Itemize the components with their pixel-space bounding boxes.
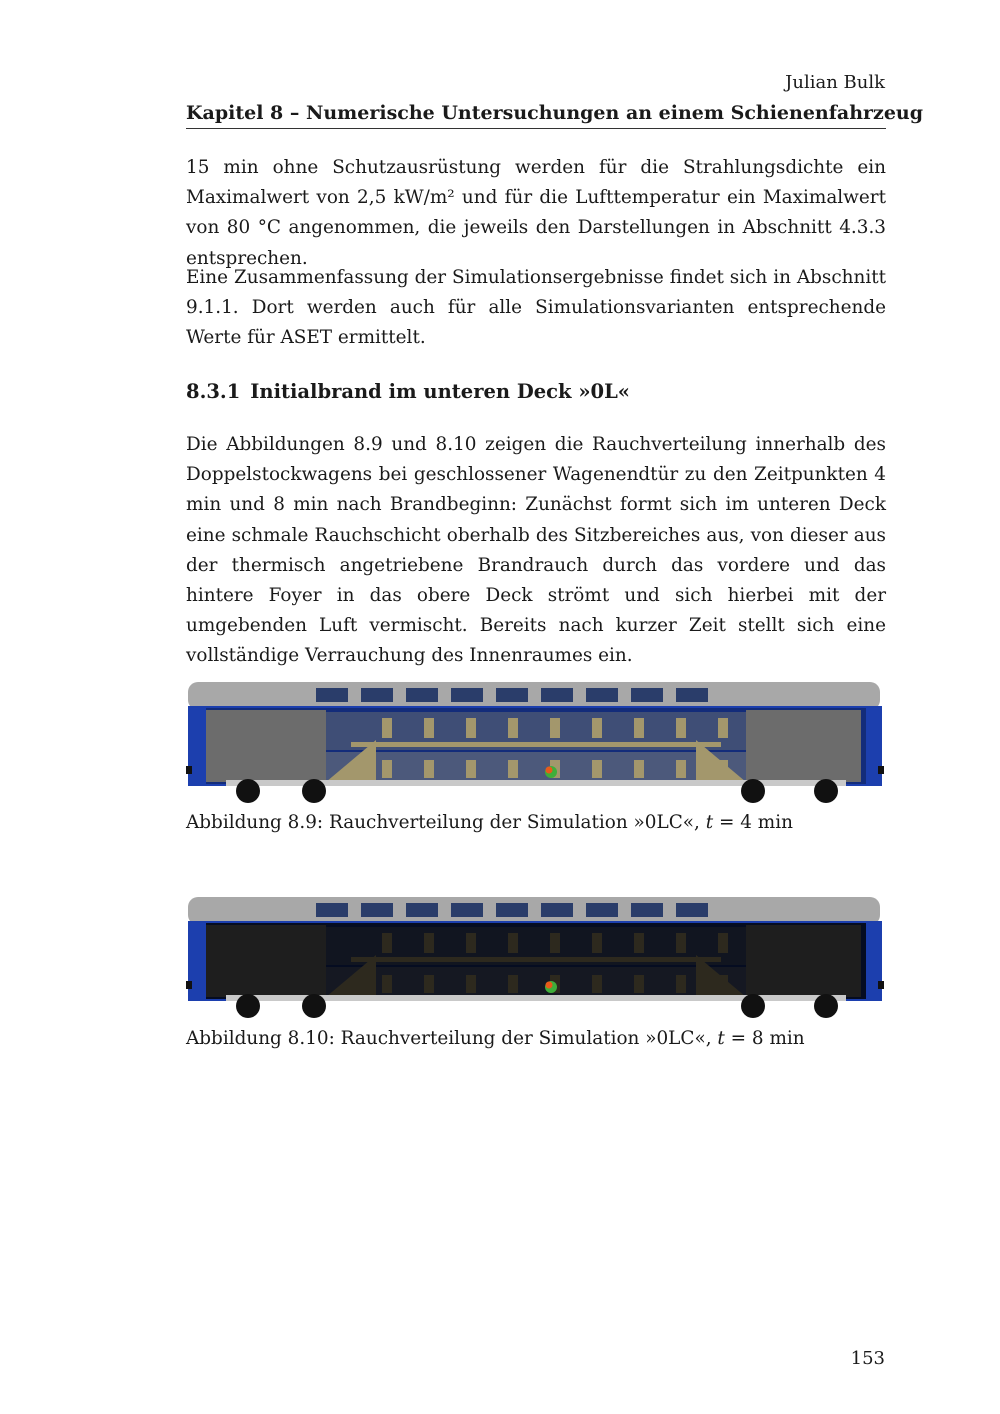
window xyxy=(451,903,483,917)
paragraph-2: Eine Zusammenfassung der Simulationsergebnisse findet sich in Abschnitt 9.1.1. Dort werden auch für alle Simulationsvarianten entsprechende Werte für ASET ermittelt. xyxy=(186,267,886,349)
running-header-author: Julian Bulk xyxy=(785,72,885,93)
window xyxy=(361,688,393,702)
roof xyxy=(188,682,880,710)
wheel xyxy=(236,994,260,1018)
window xyxy=(676,688,708,702)
section-heading xyxy=(186,380,630,403)
figure-8-10 xyxy=(186,895,886,1020)
wheel xyxy=(814,779,838,803)
train-section-image xyxy=(186,680,886,805)
figure-8-9 xyxy=(186,680,886,805)
window xyxy=(631,903,663,917)
wheel xyxy=(302,994,326,1018)
caption-time-variable: t xyxy=(705,812,714,833)
wheel xyxy=(741,994,765,1018)
figure-caption-8-9 xyxy=(186,812,793,833)
train-section-image xyxy=(186,895,886,1020)
caption-prefix: Abbildung 8.10: Rauchverteilung der Simulation »0LC«, xyxy=(186,1028,718,1049)
caption-time-variable: t xyxy=(717,1028,725,1049)
window xyxy=(496,688,528,702)
coupler xyxy=(186,766,192,774)
caption-suffix: = 8 min xyxy=(724,1028,805,1049)
window xyxy=(316,688,348,702)
section-title-text: Initialbrand im unteren Deck »0L« xyxy=(250,380,630,403)
running-header-chapter: Kapitel 8 – Numerische Untersuchungen an einem Schienenfahrzeug xyxy=(186,102,886,129)
window xyxy=(586,688,618,702)
smoke-layer xyxy=(206,708,866,784)
coupler xyxy=(878,981,884,989)
window xyxy=(406,688,438,702)
paragraph-3: Die Abbildungen 8.9 und 8.10 zeigen die Rauchverteilung innerhalb des Doppelstockwagens bei geschlossener Wagenendtür zu den Zeitpunkten 4 min und 8 min nach Brandbeginn: Zunächst formt sich im unteren Deck eine schmale Rauchschicht oberhalb des Sitzbereiches aus, von dieser aus der thermisch angetriebene Brandrauch durch das vordere und das hintere Foyer in das obere Deck strömt und sich hierbei mit der umgebenden Luft vermischt. Bereits nach kurzer Zeit stellt sich eine vollständige Verrauchung des Innenraumes ein. xyxy=(186,434,886,667)
figure-caption-8-10 xyxy=(186,1028,805,1049)
paragraph-1: 15 min ohne Schutzausrüstung werden für die Strahlungsdichte ein Maximalwert von 2,5 kW/m² und für die Lufttemperatur ein Maximalwert von 80 °C angenommen, die jeweils den Darstellungen in Abschnitt 4.3.3 entsprechen. xyxy=(186,157,886,269)
fire-source xyxy=(546,767,553,774)
window xyxy=(631,688,663,702)
window xyxy=(541,688,573,702)
window xyxy=(451,688,483,702)
wheel xyxy=(302,779,326,803)
window xyxy=(316,903,348,917)
page-number: 153 xyxy=(850,1348,885,1369)
fire-source xyxy=(546,982,553,989)
coupler xyxy=(878,766,884,774)
caption-prefix: Abbildung 8.9: Rauchverteilung der Simulation »0LC«, xyxy=(186,812,706,833)
coupler xyxy=(186,981,192,989)
wheel xyxy=(741,779,765,803)
window xyxy=(496,903,528,917)
window xyxy=(541,903,573,917)
window xyxy=(676,903,708,917)
window xyxy=(586,903,618,917)
section-number: 8.3.1 xyxy=(186,380,241,403)
window xyxy=(361,903,393,917)
caption-suffix: = 4 min xyxy=(713,812,793,833)
window xyxy=(406,903,438,917)
wheel xyxy=(814,994,838,1018)
wheel xyxy=(236,779,260,803)
smoke-layer xyxy=(206,923,866,999)
roof xyxy=(188,897,880,925)
